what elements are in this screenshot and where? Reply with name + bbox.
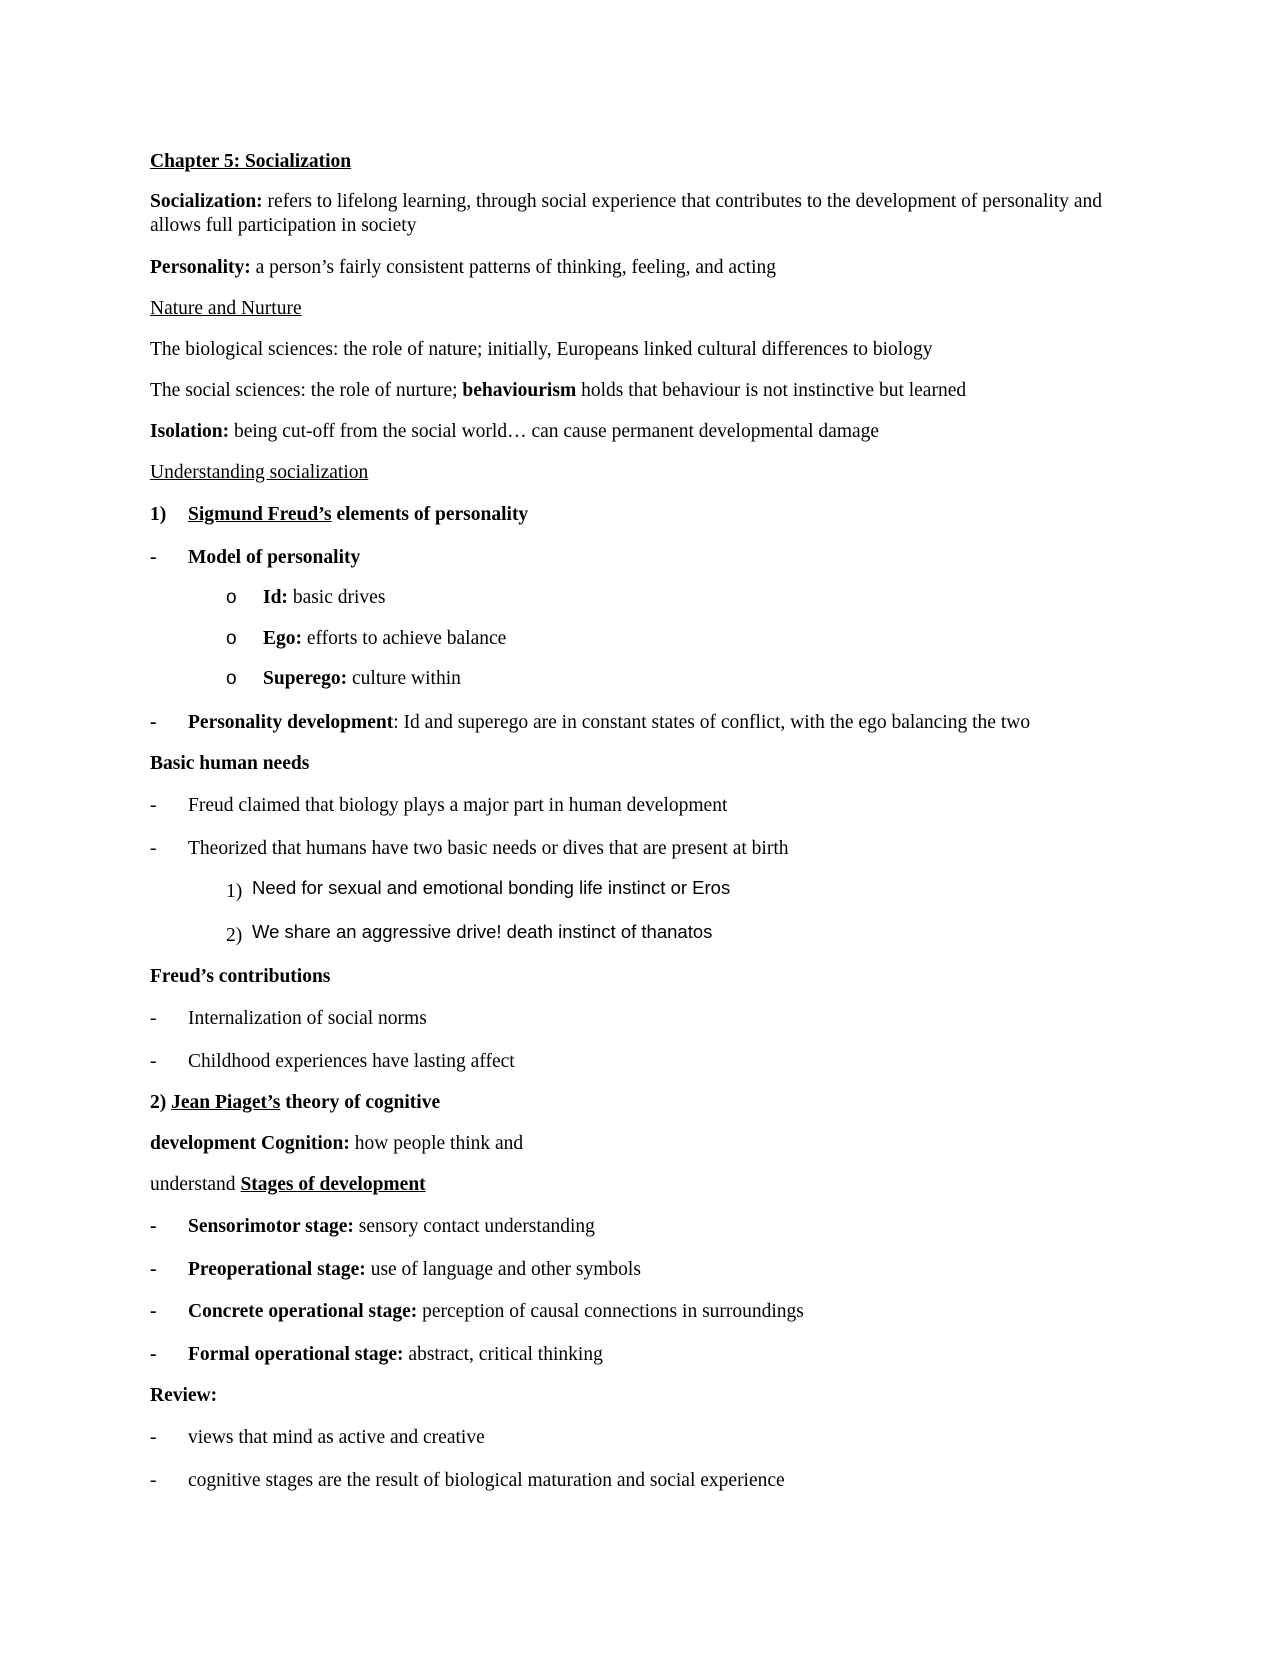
contribution-item: Internalization of social norms: [188, 1008, 427, 1029]
model-item-term: Ego:: [263, 628, 302, 649]
stages-heading: Stages of development: [240, 1174, 426, 1195]
piaget-name: Jean Piaget’s: [171, 1092, 281, 1113]
stage-item: [188, 1343, 603, 1367]
isolation-definition: [150, 420, 879, 444]
cognition-term: development Cognition:: [150, 1133, 350, 1154]
bullet-dash: -: [150, 1470, 157, 1491]
review-heading: Review:: [150, 1385, 218, 1406]
model-item-text: efforts to achieve balance: [302, 628, 507, 649]
piaget-heading: [150, 1091, 440, 1115]
bullet-dash: -: [150, 1301, 157, 1322]
model-item-text: culture within: [347, 668, 461, 689]
bullet-dash: -: [150, 838, 157, 859]
cognition-text: how people think and: [349, 1133, 524, 1154]
personality-definition: [150, 256, 776, 280]
chapter-title: Chapter 5: Socialization: [150, 151, 352, 172]
socialization-definition: [150, 190, 1110, 238]
review-item: cognitive stages are the result of biological maturation and social experience: [188, 1470, 785, 1491]
socialization-text: refers to lifelong learning, through social experience that contributes to the development of personality and allows full participation in society: [150, 191, 1102, 236]
stage-item: [188, 1215, 595, 1239]
model-item: [263, 627, 506, 651]
bullet-dash: -: [150, 1344, 157, 1365]
model-item-text: basic drives: [287, 587, 386, 608]
bullet-dash: -: [150, 795, 157, 816]
bullet-dash: -: [150, 712, 157, 733]
socialization-term: Socialization:: [150, 191, 263, 212]
piaget-line-3: [150, 1173, 426, 1197]
freud-heading-rest: elements of personality: [331, 504, 529, 525]
nature-nurture-heading: Nature and Nurture: [150, 298, 302, 319]
social-sciences-pre: The social sciences: the role of nurture;: [150, 380, 463, 401]
understanding-heading: Understanding socialization: [150, 462, 369, 483]
stage-term: Preoperational stage:: [188, 1259, 366, 1280]
stage-text: sensory contact understanding: [353, 1216, 595, 1237]
piaget-number: 2): [150, 1092, 172, 1113]
circle-bullet: o: [226, 587, 237, 608]
understand-text: understand: [150, 1174, 241, 1195]
stage-item: [188, 1258, 641, 1282]
bullet-dash: -: [150, 1216, 157, 1237]
contributions-heading: Freud’s contributions: [150, 966, 331, 987]
behaviourism-term: behaviourism: [462, 380, 577, 401]
bullet-dash: -: [150, 1051, 157, 1072]
stage-text: use of language and other symbols: [365, 1259, 641, 1280]
needs-number: 2): [226, 925, 243, 946]
needs-number: 1): [226, 881, 243, 902]
stage-term: Sensorimotor stage:: [188, 1216, 354, 1237]
stage-text: perception of causal connections in surroundings: [417, 1301, 804, 1322]
personality-development-text: : Id and superego are in constant states of conflict, with the ego balancing the two: [393, 712, 1031, 733]
isolation-term: Isolation:: [150, 421, 230, 442]
model-of-personality: Model of personality: [188, 547, 361, 568]
basic-needs-heading: Basic human needs: [150, 753, 310, 774]
bullet-dash: -: [150, 1008, 157, 1029]
bullet-dash: -: [150, 1259, 157, 1280]
needs-item: We share an aggressive drive! death instinct of thanatos: [252, 921, 713, 942]
stage-item: [188, 1300, 804, 1324]
circle-bullet: o: [226, 668, 237, 689]
social-sciences-post: holds that behaviour is not instinctive but learned: [576, 380, 967, 401]
basic-needs-item: Theorized that humans have two basic needs or dives that are present at birth: [188, 838, 789, 859]
piaget-heading-rest: theory of cognitive: [280, 1092, 441, 1113]
personality-development-term: Personality development: [188, 712, 394, 733]
freud-number: 1): [150, 504, 167, 525]
personality-development: [188, 711, 1030, 735]
biological-sciences-text: The biological sciences: the role of nature; initially, Europeans linked cultural differences to biology: [150, 339, 933, 360]
model-item: [263, 667, 461, 691]
piaget-line-2: [150, 1132, 523, 1156]
personality-term: Personality:: [150, 257, 251, 278]
model-item: [263, 586, 385, 610]
stage-term: Formal operational stage:: [188, 1344, 404, 1365]
isolation-text: being cut-off from the social world… can cause permanent developmental damage: [229, 421, 880, 442]
basic-needs-item: Freud claimed that biology plays a major part in human development: [188, 795, 728, 816]
contribution-item: Childhood experiences have lasting affect: [188, 1051, 515, 1072]
freud-heading: [188, 503, 528, 527]
freud-name: Sigmund Freud’s: [188, 504, 332, 525]
social-sciences-text: [150, 379, 966, 403]
stage-term: Concrete operational stage:: [188, 1301, 418, 1322]
bullet-dash: -: [150, 547, 157, 568]
stage-text: abstract, critical thinking: [403, 1344, 603, 1365]
model-item-term: Superego:: [263, 668, 348, 689]
personality-text: a person’s fairly consistent patterns of thinking, feeling, and acting: [250, 257, 777, 278]
needs-item: Need for sexual and emotional bonding life instinct or Eros: [252, 877, 731, 898]
bullet-dash: -: [150, 1427, 157, 1448]
circle-bullet: o: [226, 628, 237, 649]
model-item-term: Id:: [263, 587, 288, 608]
review-item: views that mind as active and creative: [188, 1427, 485, 1448]
